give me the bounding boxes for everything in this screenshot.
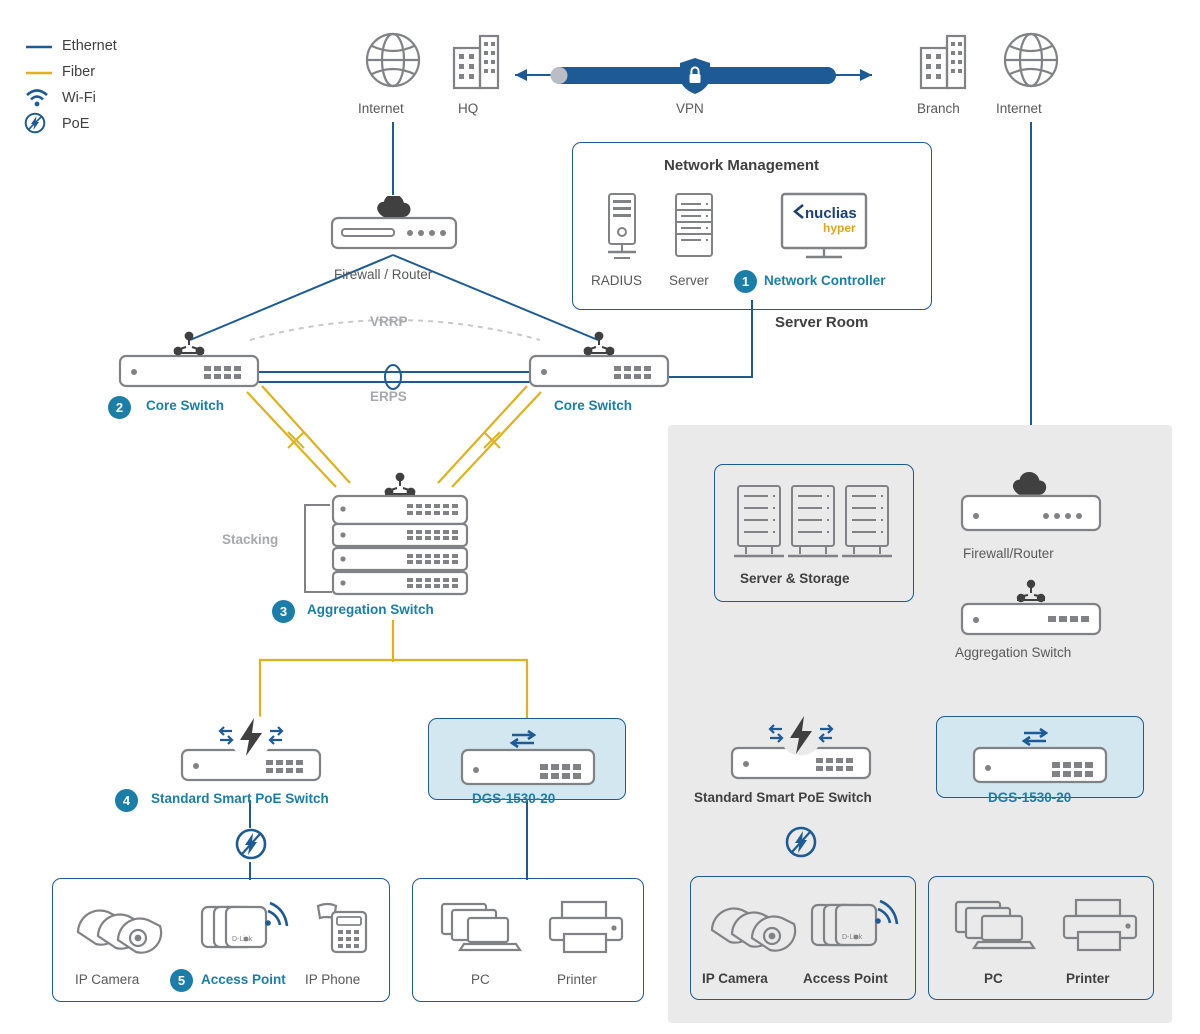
poe-switch-icon-branch xyxy=(730,712,872,784)
label-dgs-1530-20-hq: DGS-1530-20 xyxy=(472,791,556,806)
label-aggregation-switch-hq: Aggregation Switch xyxy=(307,602,434,617)
printer-icon-branch xyxy=(1060,898,1142,954)
label-stacking: Stacking xyxy=(222,532,279,547)
firewall-router-icon-hq xyxy=(328,196,460,254)
label-access-point-hq: Access Point xyxy=(201,972,286,987)
radius-server-icon xyxy=(600,192,644,264)
label-ip-camera-hq: IP Camera xyxy=(75,972,140,987)
poe-icon xyxy=(24,112,46,134)
poe-icon-branch xyxy=(784,824,818,860)
poe-icon-hq xyxy=(234,826,268,862)
label-core-switch-right: Core Switch xyxy=(554,398,633,413)
access-point-icon-hq xyxy=(198,893,292,955)
label-erps: ERPS xyxy=(370,389,407,404)
legend-label-ethernet: Ethernet xyxy=(62,38,117,54)
label-server-room: Server Room xyxy=(775,314,869,331)
ip-phone-icon-hq xyxy=(310,898,380,956)
legend-label-wifi: Wi-Fi xyxy=(62,90,96,106)
printer-icon-hq xyxy=(546,900,628,956)
label-internet-right: Internet xyxy=(996,101,1042,116)
server-storage-icon-branch xyxy=(732,482,896,564)
building-icon-hq xyxy=(448,30,503,90)
core-switch-icon-left xyxy=(118,330,260,392)
label-network-controller: Network Controller xyxy=(764,273,886,288)
label-radius: RADIUS xyxy=(591,273,643,288)
building-icon-branch xyxy=(915,30,970,90)
firewall-router-icon-branch xyxy=(958,470,1106,536)
label-server: Server xyxy=(669,273,709,288)
aggregation-switch-stack-icon-hq xyxy=(325,472,475,602)
label-access-point-branch: Access Point xyxy=(803,971,888,986)
label-vrrp: VRRP xyxy=(370,314,408,329)
label-aggregation-switch-branch: Aggregation Switch xyxy=(955,645,1072,660)
label-branch: Branch xyxy=(917,101,960,116)
ip-camera-icon-branch xyxy=(706,896,798,952)
label-hq: HQ xyxy=(458,101,479,116)
access-point-icon-branch xyxy=(808,891,902,953)
dgs-1530-20-switch-icon-branch xyxy=(972,726,1108,788)
legend-label-fiber: Fiber xyxy=(62,64,96,80)
label-firewall-router-branch: Firewall/Router xyxy=(963,546,1054,561)
legend-label-poe: PoE xyxy=(62,116,90,132)
label-internet-left: Internet xyxy=(358,101,404,116)
nuclias-wordmark: nuclias xyxy=(805,205,857,222)
dgs-1530-20-switch-icon-hq xyxy=(460,728,596,790)
wifi-icon xyxy=(24,88,50,108)
pc-icon-branch xyxy=(952,898,1044,954)
label-dgs-1530-20-branch: DGS-1530-20 xyxy=(988,790,1072,805)
label-network-management: Network Management xyxy=(664,157,820,174)
label-printer-branch: Printer xyxy=(1066,971,1110,986)
nuclias-hyper-wordmark: hyper xyxy=(823,221,856,235)
server-icon xyxy=(668,192,720,264)
badge-1: 1 xyxy=(734,270,757,293)
label-server-storage-branch: Server & Storage xyxy=(740,571,850,586)
label-ip-phone-hq: IP Phone xyxy=(305,972,361,987)
label-vpn: VPN xyxy=(676,101,704,116)
access-point-brand-tag-hq: D-Link xyxy=(232,936,253,943)
aggregation-switch-icon-branch xyxy=(960,578,1102,640)
chevron-left-icon xyxy=(793,204,805,219)
label-pc-branch: PC xyxy=(984,971,1003,986)
label-firewall-router-hq: Firewall / Router xyxy=(334,267,433,282)
label-ip-camera-branch: IP Camera xyxy=(702,971,768,986)
label-poe-switch-hq: Standard Smart PoE Switch xyxy=(151,791,329,806)
label-pc-hq: PC xyxy=(471,972,490,987)
badge-5: 5 xyxy=(170,969,193,992)
label-poe-switch-branch: Standard Smart PoE Switch xyxy=(694,790,872,805)
globe-icon-internet-right xyxy=(1001,30,1061,90)
globe-icon-internet-left xyxy=(363,30,423,90)
core-switch-icon-right xyxy=(528,330,670,392)
badge-4: 4 xyxy=(115,789,138,812)
badge-2: 2 xyxy=(108,396,131,419)
pc-icon-hq xyxy=(438,900,530,956)
badge-3: 3 xyxy=(272,600,295,623)
label-core-switch-left: Core Switch xyxy=(146,398,225,413)
lock-shield-icon-vpn xyxy=(679,57,711,95)
label-printer-hq: Printer xyxy=(557,972,597,987)
ip-camera-icon-hq xyxy=(72,898,164,954)
access-point-brand-tag-branch: D-Link xyxy=(842,934,863,941)
poe-switch-icon-hq xyxy=(180,714,322,786)
